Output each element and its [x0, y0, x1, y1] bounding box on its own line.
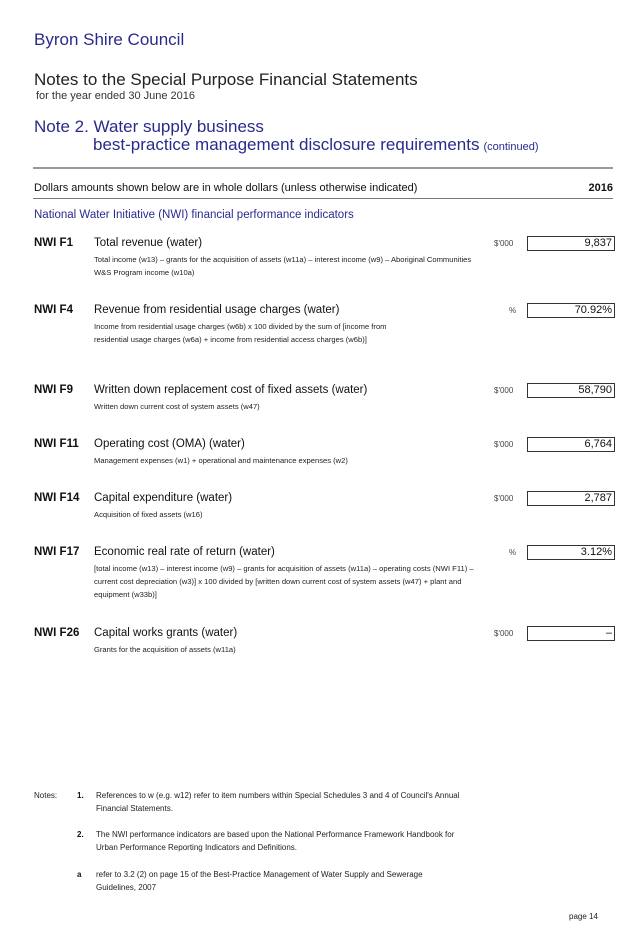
section-divider [33, 167, 613, 169]
indicator-code: NWI F1 [34, 237, 73, 249]
note-number: 1. [77, 791, 84, 800]
note-subtitle-text: best-practice management disclosure requirements [93, 135, 480, 154]
indicator-description: Management expenses (w1) + operational and maintenance expenses (w2) [94, 456, 348, 465]
indicator-title: Revenue from residential usage charges (water) [94, 304, 340, 316]
indicator-code: NWI F11 [34, 438, 79, 450]
notes-label: Notes: [34, 791, 58, 800]
indicator-value: – [527, 626, 615, 641]
indicator-unit: % [509, 548, 517, 557]
indicator-unit: $'000 [494, 629, 514, 638]
note-text: References to w (e.g. w12) refer to item numbers within Special Schedules 3 and 4 of Council's Annual Financial Statements. [96, 791, 460, 813]
dollars-note: Dollars amounts shown below are in whole dollars (unless otherwise indicated) [34, 182, 418, 194]
indicator-description: Written down current cost of system assets (w47) [94, 402, 260, 411]
indicator-value: 9,837 [527, 236, 615, 251]
year-column-header: 2016 [588, 182, 613, 194]
indicator-description: Acquisition of fixed assets (w16) [94, 510, 203, 519]
indicator-title: Operating cost (OMA) (water) [94, 438, 245, 450]
indicator-value: 2,787 [527, 491, 615, 506]
indicator-value: 58,790 [527, 383, 615, 398]
indicator-unit: % [509, 306, 517, 315]
note-subtitle [93, 135, 539, 155]
year-subtitle: for the year ended 30 June 2016 [36, 90, 196, 102]
note-text: The NWI performance indicators are based upon the National Performance Framework Handbook for Urban Performance Reporting Indicators and Definitions. [96, 830, 455, 852]
indicator-code: NWI F9 [34, 384, 73, 396]
indicator-code: NWI F17 [34, 546, 80, 558]
indicator-title: Capital works grants (water) [94, 627, 238, 639]
continued-label: (continued) [483, 141, 539, 153]
indicator-value: 3.12% [527, 545, 615, 560]
note-number: 2. [77, 830, 84, 839]
page-number: page 14 [569, 912, 598, 921]
indicator-unit: $'000 [494, 440, 514, 449]
indicator-value: 6,764 [527, 437, 615, 452]
indicator-code: NWI F26 [34, 627, 80, 639]
note-text: refer to 3.2 (2) on page 15 of the Best-Practice Management of Water Supply and Sewerage Guidelines, 2007 [96, 870, 423, 892]
indicator-title: Written down replacement cost of fixed assets (water) [94, 384, 368, 396]
section-heading: National Water Initiative (NWI) financial performance indicators [34, 209, 354, 221]
indicator-code: NWI F4 [34, 304, 73, 316]
indicator-description: Income from residential usage charges (w6b) x 100 divided by the sum of [income from residential usage charges (w6a) + income from residential access charges (w6b)] [94, 322, 387, 344]
indicator-description: [total income (w13) – interest income (w9) – grants for acquisition of assets (w11a) – operating costs (NWI F11) – current cost depreciation (w3)] x 100 divided by [written down current cost of system assets (w47) + plant and equipment (w33b)] [94, 564, 474, 599]
header-divider [33, 198, 613, 199]
indicator-unit: $'000 [494, 494, 514, 503]
indicator-code: NWI F14 [34, 492, 80, 504]
indicator-title: Total revenue (water) [94, 237, 203, 249]
indicator-description: Grants for the acquisition of assets (w11a) [94, 645, 236, 654]
indicator-value: 70.92% [527, 303, 615, 318]
indicator-description: Total income (w13) – grants for the acquisition of assets (w11a) – interest income (w9) – Aboriginal Communities W&S Program income (w10a) [94, 255, 472, 277]
indicator-title: Economic real rate of return (water) [94, 546, 275, 558]
note-title: Note 2. Water supply business [34, 117, 264, 136]
note-number: a [77, 870, 82, 879]
indicator-unit: $'000 [494, 239, 514, 248]
notes-title: Notes to the Special Purpose Financial Statements [34, 70, 418, 89]
indicator-title: Capital expenditure (water) [94, 492, 233, 504]
council-name: Byron Shire Council [34, 30, 185, 49]
indicator-unit: $'000 [494, 386, 514, 395]
